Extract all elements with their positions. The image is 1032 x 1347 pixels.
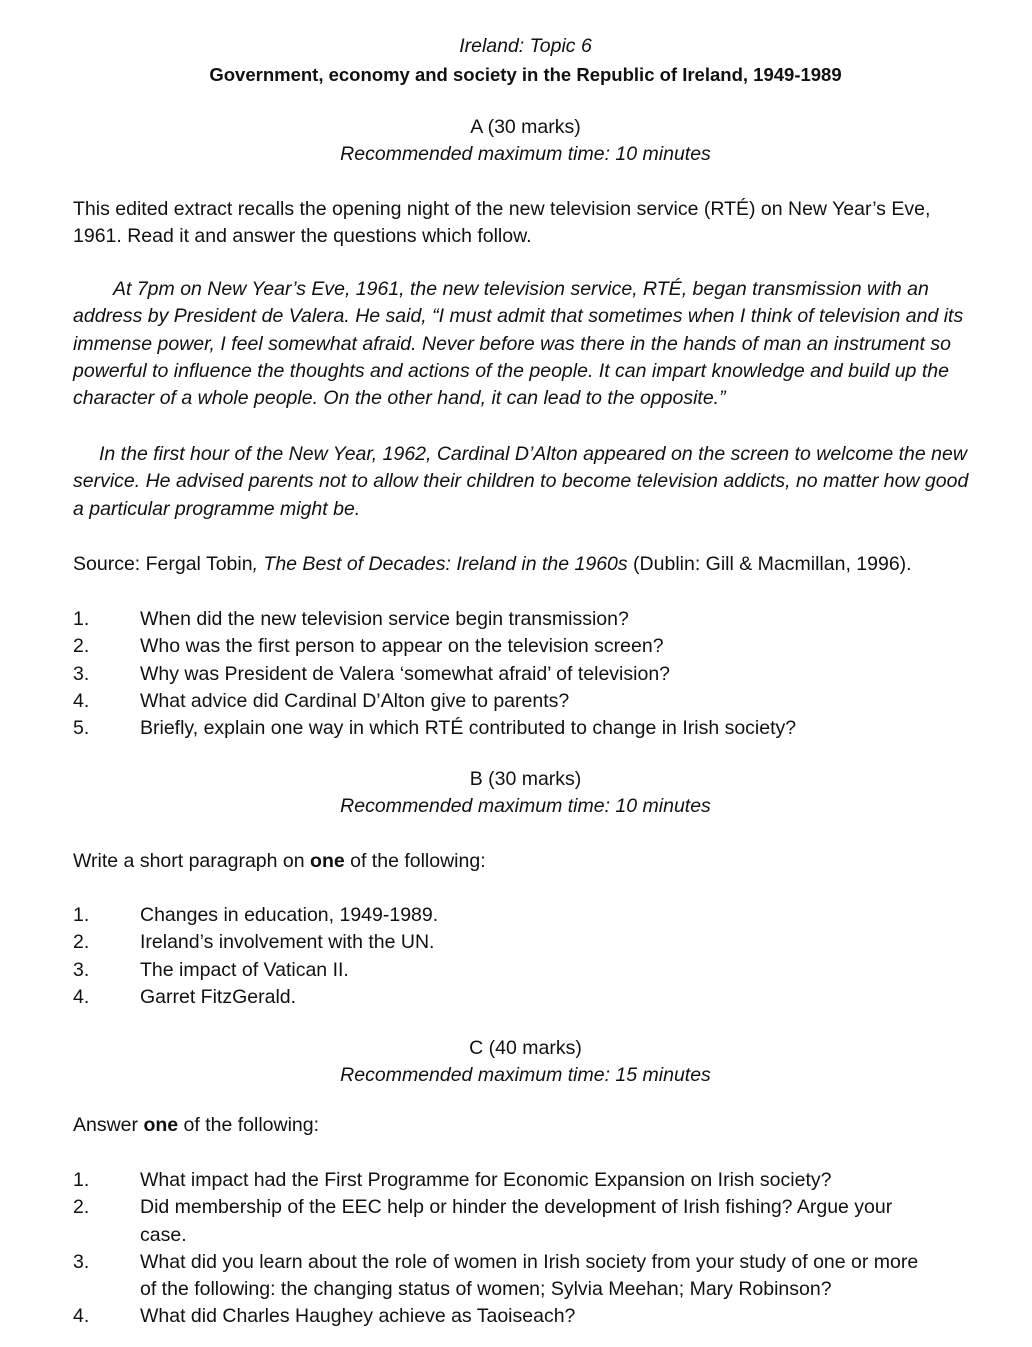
instruction-text: Answer	[73, 1114, 144, 1136]
item-number: 4.	[73, 1305, 90, 1328]
extract-paragraph-1: At 7pm on New Year’s Eve, 1961, the new television service, RTÉ, began transmission with an address by President de Valera. He said, “I must admit that sometimes when I think of television and its immense power, I feel somewhat afraid. Never before was there in the hands of man an instrument so powerful to influence the thoughts and actions of the people. It can impart knowledge and build up the character of a whole people. On the other hand, it can lead to the opposite.”	[73, 278, 964, 410]
item-number: 1.	[73, 1169, 90, 1191]
list-item	[73, 957, 978, 984]
item-number: 3.	[73, 958, 90, 981]
item-number: 3.	[73, 662, 90, 685]
item-text: Ireland’s involvement with the UN.	[140, 931, 435, 954]
list-item	[73, 929, 978, 956]
item-number: 2.	[73, 1196, 90, 1219]
item-number: 1.	[73, 904, 90, 926]
item-text: What did Charles Haughey achieve as Taoiseach?	[140, 1305, 576, 1328]
item-text: Who was the first person to appear on the television screen?	[140, 635, 664, 658]
item-number: 2.	[73, 635, 90, 658]
section-c-time: Recommended maximum time: 15 minutes	[340, 1064, 711, 1086]
instruction-emphasis: one	[143, 1114, 179, 1136]
item-number: 5.	[73, 717, 90, 740]
item-text: Why was President de Valera ‘somewhat afraid’ of television?	[140, 662, 671, 685]
item-number: 4.	[73, 985, 90, 1008]
item-number: 3.	[73, 1250, 90, 1273]
source-citation	[73, 551, 978, 578]
item-number: 1.	[73, 608, 90, 630]
section-b-instruction	[73, 848, 978, 875]
item-number: 4.	[73, 689, 90, 712]
section-b-time: Recommended maximum time: 10 minutes	[340, 795, 711, 817]
topic-label: Ireland: Topic 6	[459, 35, 592, 57]
list-item	[73, 902, 978, 929]
item-text: Changes in education, 1949-1989.	[140, 904, 439, 926]
source-author: Source: Fergal Tobin	[73, 553, 253, 575]
section-a-intro: This edited extract recalls the opening night of the new television service (RTÉ) on New Year’s Eve, 1961. Read it and answer the questions which follow.	[73, 198, 931, 248]
item-text: Garret FitzGerald.	[140, 985, 297, 1008]
source-publisher: (Dublin: Gill & Macmillan, 1996).	[627, 553, 912, 575]
instruction-text: of the following:	[344, 850, 486, 872]
list-item	[73, 1249, 938, 1304]
item-text: Briefly, explain one way in which RTÉ contributed to change in Irish society?	[140, 717, 797, 740]
item-text: When did the new television service begin transmission?	[140, 608, 629, 630]
section-b-items	[73, 902, 978, 1011]
section-a-time: Recommended maximum time: 10 minutes	[340, 143, 711, 165]
instruction-emphasis: one	[310, 850, 345, 872]
extract-paragraph-2: In the first hour of the New Year, 1962, Cardinal D’Alton appeared on the screen to welcome the new service. He advised parents not to allow their children to become television addicts, no matter how good a particular programme might be.	[73, 443, 969, 520]
instruction-text: Write a short paragraph on	[73, 850, 311, 872]
source-book-title: , The Best of Decades: Ireland in the 1960s	[252, 553, 628, 575]
item-text: Did membership of the EEC help or hinder the development of Irish fishing? Argue your case.	[140, 1196, 893, 1246]
item-text: What impact had the First Programme for Economic Expansion on Irish society?	[140, 1169, 832, 1191]
instruction-text: of the following:	[178, 1114, 320, 1136]
item-text: What advice did Cardinal D’Alton give to parents?	[140, 689, 570, 712]
item-text: The impact of Vatican II.	[140, 958, 349, 981]
list-item	[73, 661, 978, 688]
page-title: Government, economy and society in the Republic of Ireland, 1949-1989	[209, 64, 842, 85]
list-item	[73, 1167, 938, 1194]
section-c-instruction	[73, 1112, 978, 1139]
section-c-items	[73, 1167, 938, 1331]
list-item	[73, 606, 978, 633]
list-item	[73, 633, 978, 660]
section-a-heading: A (30 marks)	[470, 116, 581, 138]
list-item	[73, 715, 978, 742]
list-item	[73, 1303, 938, 1330]
item-text: What did you learn about the role of women in Irish society from your study of one or more of the following: the changing status of women; Sylvia Meehan; Mary Robinson?	[140, 1250, 919, 1301]
section-c-heading: C (40 marks)	[469, 1037, 582, 1059]
item-number: 2.	[73, 931, 90, 954]
section-a-questions	[73, 606, 978, 742]
list-item	[73, 688, 978, 715]
list-item	[73, 984, 978, 1011]
section-b-heading: B (30 marks)	[469, 768, 582, 790]
list-item	[73, 1194, 938, 1249]
